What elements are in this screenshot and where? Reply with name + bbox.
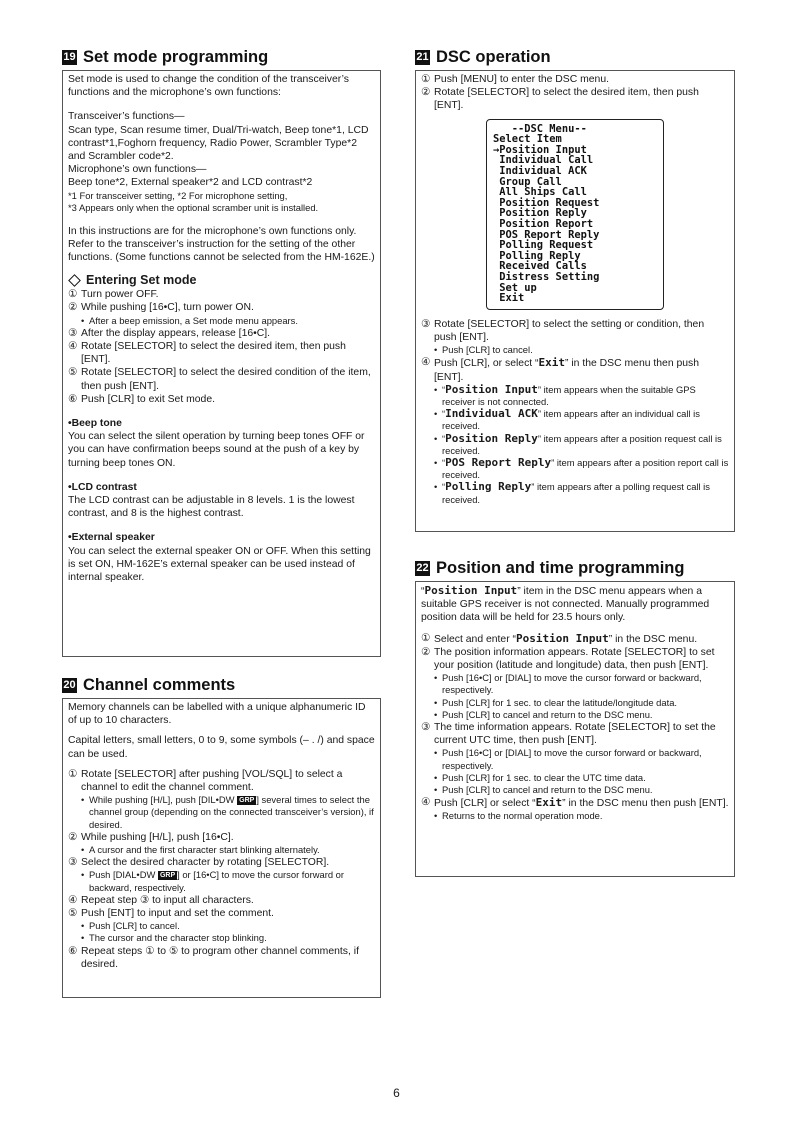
lcd-line: Position Reply <box>493 207 587 220</box>
step <box>421 318 729 344</box>
note-text: Push [CLR] to cancel and return to the DSC menu. <box>442 784 653 796</box>
lcd-keyword: Position Input <box>516 631 609 645</box>
step-note: • “Polling Reply” item appears after a polling request call is received. <box>434 480 710 505</box>
step <box>68 856 375 869</box>
step-note: • Push [CLR] for 1 sec. to clear the latitude/longitude data. <box>434 696 678 708</box>
step-note: • The cursor and the character stop blinking. <box>81 932 267 944</box>
lcd-line: Select Item <box>493 133 562 146</box>
section-22-box <box>415 581 735 877</box>
lcd-keyword: Exit <box>535 796 563 810</box>
section-19-heading <box>62 48 268 67</box>
footnote: *1 For transceiver setting, *2 For microphone setting, <box>68 189 288 201</box>
intro-text: Capital letters, small letters, 0 to 9, some symbols (– . /) and space can be used. <box>68 735 375 760</box>
step-number: ⑥ <box>68 393 78 405</box>
lcd-line: Received Calls <box>493 260 587 273</box>
step-note: • “Position Reply” item appears after a position request call is received. <box>434 431 722 456</box>
step-note: • Push [CLR] for 1 sec. to clear the UTC time data. <box>434 771 646 783</box>
step <box>68 894 375 907</box>
note-text: ] several times to select the channel group (depending on the connected transceiver’s version), if desired. <box>89 794 374 830</box>
step <box>68 907 375 920</box>
note-text: Push [CLR] to cancel. <box>442 344 533 356</box>
section-title: Position and time programming <box>436 559 685 577</box>
lcd-keyword: Position Input <box>445 382 538 396</box>
step <box>68 393 375 406</box>
subheading-text: Entering Set mode <box>86 273 197 288</box>
step-text: Repeat step ③ to input all characters. <box>81 894 254 906</box>
step-note: • Push [16•C] or [DIAL] to move the cursor forward or backward, respectively. <box>421 672 729 696</box>
note-text: ” item appears after a position request call is received. <box>442 432 722 456</box>
lcd-line: POS Report Reply <box>493 228 600 241</box>
step-note: • Push [CLR] to cancel and return to the DSC menu. <box>434 708 653 720</box>
note-text: Push [CLR] to cancel and return to the DSC menu. <box>442 708 653 720</box>
section-21-heading <box>415 48 551 67</box>
step-text: The position information appears. Rotate [SELECTOR] to set your position (latitude and longitude) data, then push [ENT]. <box>434 646 715 672</box>
step-text: Rotate [SELECTOR] to select the setting or condition, then push [ENT]. <box>434 318 705 343</box>
step <box>421 721 729 747</box>
step-number: ④ <box>68 341 78 353</box>
step <box>68 288 375 301</box>
step <box>421 646 729 672</box>
step-number: ④ <box>421 797 431 809</box>
footnote: *3 Appears only when the optional scramber unit is installed. <box>68 201 319 213</box>
lcd-keyword: Individual ACK <box>445 407 538 421</box>
step <box>421 356 729 383</box>
intro-body: ” item in the DSC menu appears when a suitable GPS receiver is not connected. Manually programmed position data will be held for 23.5 hours only. <box>421 586 710 624</box>
heading-text: LCD contrast <box>71 481 137 493</box>
step <box>68 366 375 392</box>
step-text: Push [CLR], or select “ <box>434 358 539 370</box>
step-text: Push [CLR] to exit Set mode. <box>81 393 215 405</box>
step-number: ③ <box>421 722 431 734</box>
section-21-box <box>415 70 735 532</box>
lcd-keyword: Position Reply <box>445 431 538 445</box>
lcd-line: Position Report <box>493 217 594 230</box>
beep-tone-text: You can select the silent operation by turning beep tones OFF or you can have confirmation beeps sound at the push of a key by turning beep tones ON. <box>68 431 365 469</box>
transceiver-functions-list: Scan type, Scan resume timer, Dual/Tri-watch, Beep tone*1, LCD contrast*1,Foghorn frequency, Radio Power, Scrambler Type*2 and Scrambler code*2. <box>68 124 369 163</box>
step-note: • Returns to the normal operation mode. <box>434 810 603 822</box>
step-number: ⑤ <box>68 367 78 379</box>
note-text: Push [16•C] or [DIAL] to move the cursor forward or backward, respectively. <box>442 747 702 771</box>
note-text: ] or [16•C] to move the cursor forward or backward, respectively. <box>89 869 344 893</box>
step-number: ② <box>68 302 78 314</box>
step-note: • “POS Report Reply” item appears after a position report call is received. <box>434 455 729 481</box>
step-number: ⑤ <box>68 908 78 920</box>
lcd-keyword: Position Input <box>424 584 518 597</box>
step-number: ⑥ <box>68 945 78 957</box>
note-text: ” item appears after a polling request call is received. <box>442 481 710 505</box>
grp-key-icon: GRP <box>239 797 255 805</box>
step <box>68 340 375 366</box>
step-number: ④ <box>421 357 431 369</box>
lcd-line: Exit <box>493 292 525 305</box>
heading-text: External speaker <box>71 532 155 544</box>
step-text: The time information appears. Rotate [SELECTOR] to set the current UTC time, then push [ENT]. <box>434 722 716 747</box>
lcd-keyword: Exit <box>538 356 566 370</box>
step-note: • “Individual ACK” item appears after an individual call is received. <box>434 407 700 432</box>
step <box>68 768 375 794</box>
section-title: DSC operation <box>436 48 551 66</box>
step-text: ” in the DSC menu. <box>608 633 698 645</box>
step-text: Repeat steps ① to ⑤ to program other channel comments, if desired. <box>81 945 359 970</box>
step-number: ② <box>421 646 431 658</box>
step-text: Push [MENU] to enter the DSC menu. <box>434 74 609 85</box>
lcd-keyword: Polling Reply <box>445 480 532 494</box>
entering-set-mode-heading <box>68 273 375 288</box>
instruction-text: In this instructions are for the microphone’s own functions only. Refer to the transceiver’s instruction for the setting of the other functions. (Some functions cannot be selected from the HM-162E.) <box>68 225 375 264</box>
step-text: ” in the DSC menu then push [ENT]. <box>434 358 700 383</box>
external-speaker-heading: • External speaker <box>68 532 155 544</box>
step-note: • Push [CLR] to cancel. <box>81 920 180 932</box>
page-number: 6 <box>393 1086 400 1100</box>
step-number: ③ <box>68 327 78 339</box>
step-number: ① <box>68 289 78 301</box>
section-number: 20 <box>63 679 76 691</box>
lcd-line: Polling Reply <box>493 249 581 262</box>
microphone-functions-heading: Microphone’s own functions— <box>68 164 207 176</box>
lcd-line: Individual ACK <box>493 164 587 177</box>
step-text: While pushing [H/L], push [16•C]. <box>81 831 234 843</box>
step-note: • Push [CLR] to cancel. <box>434 344 533 356</box>
section-20-box <box>62 698 381 998</box>
section-title: Channel comments <box>83 676 236 694</box>
note-text: The cursor and the character stop blinking. <box>89 932 267 944</box>
step-text: Rotate [SELECTOR] to select the desired item, then push [ENT]. <box>81 341 346 366</box>
step-text: Rotate [SELECTOR] to select the desired condition of the item, then push [ENT]. <box>81 367 371 392</box>
lcd-line-selected: →Position Input <box>493 143 587 156</box>
section-20-heading <box>62 676 235 695</box>
step <box>421 796 729 810</box>
note-text: Push [CLR] for 1 sec. to clear the latitude/longitude data. <box>442 696 678 708</box>
step-text: While pushing [16•C], turn power ON. <box>81 302 254 314</box>
step-note: • Push [16•C] or [DIAL] to move the cursor forward or backward, respectively. <box>421 747 729 771</box>
intro-text: Memory channels can be labelled with a unique alphanumeric ID of up to 10 characters. <box>68 702 366 727</box>
section-19-box <box>62 70 381 657</box>
step-text: Turn power OFF. <box>81 289 159 301</box>
step-note: • Push [DIAL•DW GRP ] or [16•C] to move the cursor forward or backward, respectively. <box>81 869 344 893</box>
section-22-heading <box>415 559 684 578</box>
lcd-line: Position Request <box>493 196 600 209</box>
step-note: • While pushing [H/L], push [DIL•DW GRP ] several times to select the channel group (depending on the connected transceiver’s version), if desired. <box>81 794 374 830</box>
step-note: • A cursor and the first character start blinking alternately. <box>81 844 320 856</box>
step <box>68 327 375 340</box>
lcd-contrast-text: The LCD contrast can be adjustable in 8 levels. 1 is the lowest contrast, and 8 is the highest contrast. <box>68 495 355 520</box>
note-text: Returns to the normal operation mode. <box>442 810 603 822</box>
note-text: Push [CLR] for 1 sec. to clear the UTC time data. <box>442 771 646 783</box>
note-text: While pushing [H/L], push [DIL•DW <box>89 794 235 806</box>
step-text: After the display appears, release [16•C]. <box>81 327 271 339</box>
lcd-keyword: POS Report Reply <box>445 455 552 469</box>
note-text: ” item appears when the suitable GPS receiver is not connected. <box>442 383 696 407</box>
step-number: ③ <box>68 857 78 869</box>
step-number: ① <box>421 74 431 85</box>
note-text: After a beep emission, a Set mode menu appears. <box>89 314 298 326</box>
section-title: Set mode programming <box>83 48 269 66</box>
lcd-line: --DSC Menu-- <box>493 122 587 135</box>
step-number: ① <box>421 632 431 644</box>
external-speaker-text: You can select the external speaker ON or OFF. When this setting is set ON, HM-162E’s external speaker can be used instead of internal speaker. <box>68 545 371 584</box>
microphone-functions-list: Beep tone*2, External speaker*2 and LCD contrast*2 <box>68 177 313 189</box>
intro-text: “Position Input” item in the DSC menu appears when a suitable GPS receiver is not connected. Manually programmed position data will be held for 23.5 hours only. <box>421 584 710 624</box>
step-text: Push [ENT] to input and set the comment. <box>81 908 274 920</box>
diamond-icon <box>68 274 81 287</box>
beep-tone-heading: • Beep tone <box>68 418 122 430</box>
grp-key-icon: GRP <box>159 872 176 880</box>
step-number: ③ <box>421 318 431 330</box>
note-text: ” item appears after an individual call is received. <box>442 408 700 432</box>
section-number: 19 <box>63 51 76 63</box>
lcd-line: Polling Request <box>493 239 594 252</box>
step <box>421 73 729 86</box>
step <box>421 632 729 646</box>
section-number: 22 <box>416 562 429 574</box>
step-number: ② <box>421 87 431 99</box>
dsc-menu-lcd-display <box>486 119 664 310</box>
step <box>421 86 729 112</box>
intro-text: Set mode is used to change the condition of the transceiver’s functions and the microphone’s own functions: <box>68 74 349 99</box>
step-number: ① <box>68 768 78 780</box>
step-number: ② <box>68 831 78 843</box>
note-text: ” item appears after a position report call is received. <box>442 456 729 481</box>
step <box>68 831 375 844</box>
note-text: A cursor and the first character start blinking alternately. <box>89 844 320 856</box>
step <box>68 945 375 971</box>
step-text: Rotate [SELECTOR] after pushing [VOL/SQL] to select a channel to edit the channel comment. <box>81 768 343 794</box>
lcd-line: Set up <box>493 281 537 294</box>
step-number: ④ <box>68 894 78 906</box>
section-number: 21 <box>416 51 429 63</box>
step-text: Select the desired character by rotating [SELECTOR]. <box>81 857 330 869</box>
lcd-line: Group Call <box>493 175 562 188</box>
lcd-contrast-heading: • LCD contrast <box>68 481 137 493</box>
lcd-line: Individual Call <box>493 154 594 167</box>
step <box>68 301 375 314</box>
transceiver-functions-heading: Transceiver’s functions— <box>68 111 185 123</box>
step-text: Rotate [SELECTOR] to select the desired item, then push [ENT]. <box>434 87 699 112</box>
step-note: • “Position Input” item appears when the suitable GPS receiver is not connected. <box>434 382 696 407</box>
step-text: Select and enter “ <box>434 633 517 645</box>
heading-text: Beep tone <box>71 418 122 430</box>
lcd-line: Distress Setting <box>493 270 600 283</box>
step-text: Push [CLR] or select “ <box>434 798 536 810</box>
step-note: • Push [CLR] to cancel and return to the DSC menu. <box>434 784 653 796</box>
note-text: Push [CLR] to cancel. <box>89 920 180 932</box>
lcd-line: All Ships Call <box>493 186 587 199</box>
note-text: Push [DIAL•DW <box>89 869 156 881</box>
note-text: Push [16•C] or [DIAL] to move the cursor forward or backward, respectively. <box>442 672 702 696</box>
step-text: ” in the DSC menu then push [ENT]. <box>562 798 729 810</box>
step-note: • After a beep emission, a Set mode menu appears. <box>81 314 298 326</box>
